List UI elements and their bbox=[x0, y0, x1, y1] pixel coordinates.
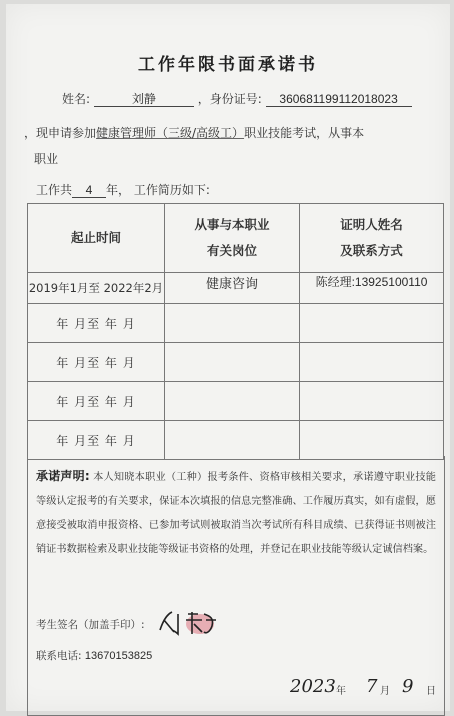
contact-cell bbox=[300, 421, 444, 460]
header-period: 起止时间 bbox=[28, 204, 165, 273]
table-row bbox=[28, 273, 444, 304]
position-cell bbox=[165, 382, 300, 421]
header-contact-line2: 及联系方式 bbox=[340, 243, 403, 258]
period-cell: 年 月至 年 月 bbox=[28, 343, 165, 382]
table-row bbox=[28, 382, 444, 421]
date-month: 7 bbox=[366, 676, 378, 697]
date-row bbox=[290, 676, 440, 702]
period-cell: 年 月至 年 月 bbox=[28, 304, 165, 343]
id-label: ，身份证号: bbox=[197, 92, 262, 106]
table-row bbox=[28, 304, 444, 343]
id-number-field: 360681199112018023 bbox=[266, 92, 412, 107]
commitment-form bbox=[6, 4, 450, 711]
header-contact-line1: 证明人姓名 bbox=[340, 217, 403, 232]
date-day-unit: 日 bbox=[426, 686, 436, 697]
period-cell: 年 月至 年 月 bbox=[28, 421, 165, 460]
header-contact bbox=[300, 204, 444, 273]
pledge-body: 本人知晓本职业（工种）报考条件、资格审核相关要求，承诺遵守职业技能等级认定报考的有关要求，保证本次填报的信息完整准确、工作履历真实，如有虚假，愿意接受被取消申报资格、已参加考试则被取消当次考试所有科目成绩、已获得证书则被注销证书数据检索及职业技能等级证书资格的处理，并登记在职业技能等级认定诚信档案。 bbox=[36, 472, 436, 555]
phone-value: 13670153825 bbox=[84, 650, 153, 662]
date-year-unit: 年 bbox=[336, 686, 346, 697]
header-position bbox=[165, 204, 300, 273]
work-years-field: 4 bbox=[72, 183, 106, 198]
header-position-line2: 有关岗位 bbox=[206, 243, 257, 258]
date-day: 9 bbox=[402, 676, 414, 697]
table-header-row bbox=[28, 204, 444, 273]
statement-line-2: 职业 bbox=[34, 152, 59, 166]
pledge-heading: 承诺声明: bbox=[36, 469, 90, 483]
position-cell bbox=[165, 304, 300, 343]
date-year: 2023 bbox=[290, 676, 336, 697]
contact-cell: 陈经理:13925100110 bbox=[300, 273, 444, 304]
period-cell: 年 月至 年 月 bbox=[28, 382, 165, 421]
name-label: 姓名: bbox=[62, 92, 91, 106]
contact-cell bbox=[300, 382, 444, 421]
pledge-text bbox=[36, 464, 436, 562]
statement-suffix: 职业技能考试，从事本 bbox=[244, 126, 365, 140]
page-title: 工作年限书面承诺书 bbox=[138, 55, 318, 75]
phone-label: 联系电话: bbox=[36, 650, 82, 662]
work-history-table bbox=[27, 203, 444, 460]
table-row bbox=[28, 343, 444, 382]
date-month-unit: 月 bbox=[380, 686, 390, 697]
signature-label: 考生签名（加盖手印）: bbox=[36, 619, 145, 631]
work-years-suffix: 年， 工作简历如下: bbox=[106, 183, 210, 197]
contact-cell bbox=[300, 343, 444, 382]
signature-image bbox=[152, 606, 232, 640]
pledge-section bbox=[27, 456, 445, 716]
table-row bbox=[28, 421, 444, 460]
period-cell: 2019年1月至 2022年2月 bbox=[28, 273, 165, 304]
phone-row bbox=[36, 648, 152, 663]
contact-cell bbox=[300, 304, 444, 343]
position-cell bbox=[165, 343, 300, 382]
position-cell: 健康咨询 bbox=[165, 273, 300, 304]
exam-name: 健康管理师（三级/高级工） bbox=[96, 126, 245, 140]
statement-line-1 bbox=[24, 124, 364, 141]
position-cell bbox=[165, 421, 300, 460]
name-field: 刘静 bbox=[94, 92, 194, 107]
statement-prefix: ，现申请参加 bbox=[24, 126, 97, 140]
work-years-label: 工作共 bbox=[36, 183, 73, 197]
work-years-row bbox=[36, 181, 210, 198]
applicant-row bbox=[62, 90, 412, 107]
header-position-line1: 从事与本职业 bbox=[194, 217, 270, 232]
